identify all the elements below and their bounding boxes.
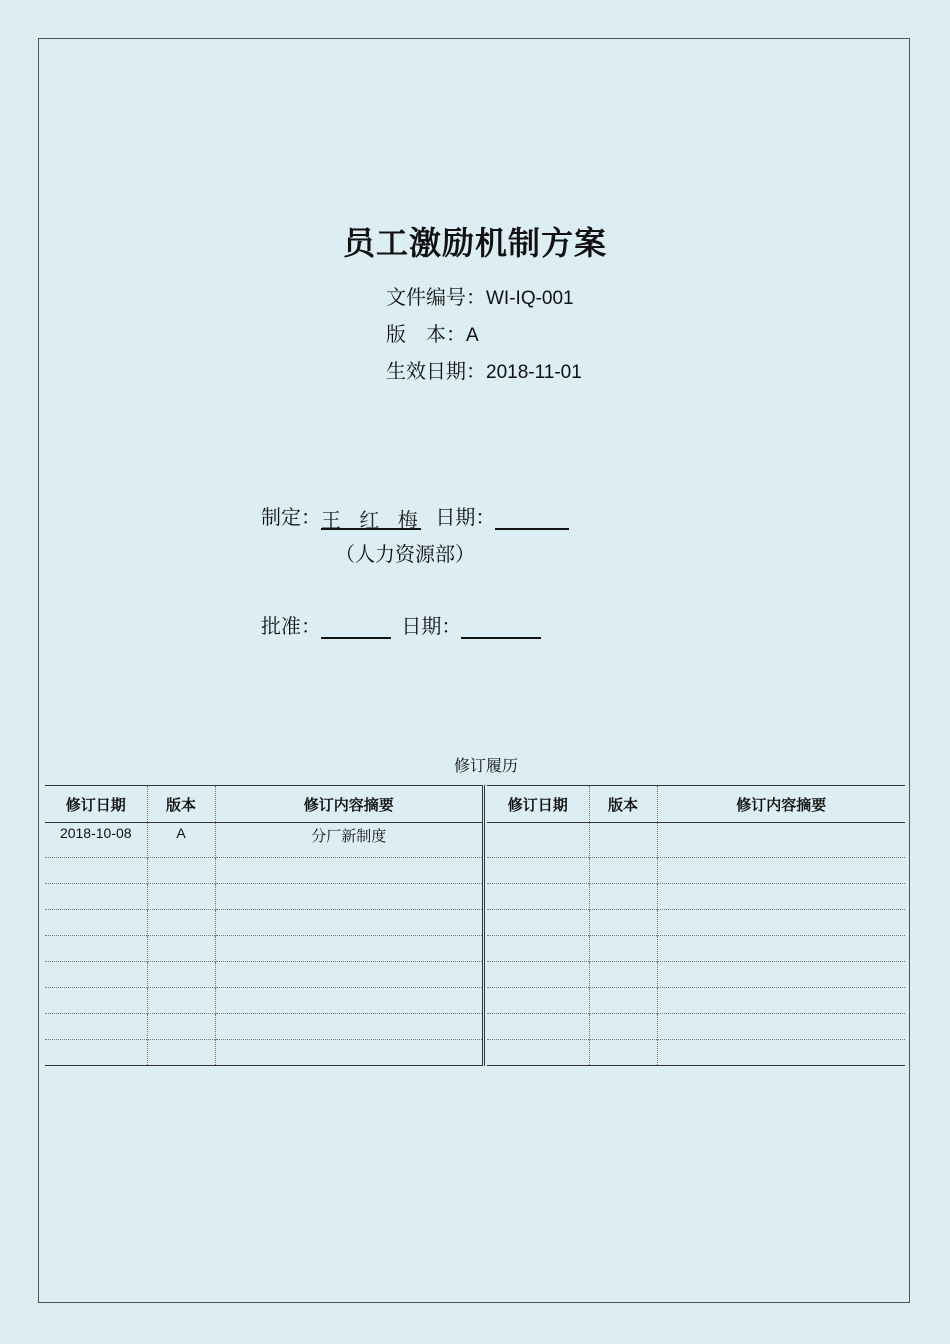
- table-row: [487, 823, 905, 858]
- table-row: [45, 936, 484, 962]
- revision-date-cell: [45, 988, 147, 1014]
- table-row: [45, 884, 484, 910]
- revision-date-cell: [45, 1014, 147, 1040]
- summary-cell: [215, 962, 484, 988]
- prepared-by-line: [261, 501, 569, 530]
- prepared-date-label: 日期：: [435, 505, 496, 529]
- revision-date-cell: [45, 1040, 147, 1066]
- approved-date-field[interactable]: [461, 613, 541, 639]
- revision-date-cell: 2018-10-08: [59, 825, 132, 841]
- version-cell: [589, 962, 657, 988]
- header-summary: 修订内容摘要: [215, 786, 484, 823]
- approved-date-label: 日期：: [401, 614, 462, 638]
- revision-table-right: [487, 785, 905, 1066]
- prepared-name: 王 红 梅: [321, 508, 424, 532]
- revision-table-left: [45, 785, 485, 1066]
- header-version: 版本: [147, 786, 215, 823]
- document-title: 员工激励机制方案: [342, 224, 607, 262]
- revision-date-cell: [487, 858, 589, 884]
- revision-date-cell: [487, 884, 589, 910]
- version-label: 版 本：: [386, 322, 466, 346]
- version-cell: [589, 910, 657, 936]
- revision-date-cell: [45, 858, 147, 884]
- summary-cell: [657, 1040, 905, 1066]
- prepared-signature-field[interactable]: [321, 504, 424, 532]
- summary-cell: [657, 823, 905, 858]
- table-row: [45, 823, 484, 858]
- header-revision-date: 修订日期: [45, 786, 147, 823]
- table-row: [487, 1040, 905, 1066]
- revision-date-cell: [487, 962, 589, 988]
- revision-header-row: [487, 786, 905, 823]
- table-row: [45, 988, 484, 1014]
- file-number-label: 文件编号：: [386, 285, 486, 309]
- summary-cell: [215, 936, 484, 962]
- summary-cell: [215, 1040, 484, 1066]
- revision-date-cell: [487, 988, 589, 1014]
- summary-cell: [657, 910, 905, 936]
- summary-cell: [657, 858, 905, 884]
- revision-date-cell: [487, 823, 589, 858]
- version-cell: [589, 823, 657, 858]
- header-version: 版本: [589, 786, 657, 823]
- table-row: [487, 962, 905, 988]
- revision-header-row: [45, 786, 484, 823]
- version-cell: [147, 1040, 215, 1066]
- summary-cell: [215, 858, 484, 884]
- version-cell: [147, 910, 215, 936]
- version-value: A: [466, 325, 479, 346]
- version-cell: [589, 1014, 657, 1040]
- summary-cell: [215, 910, 484, 936]
- file-number-value: WI-IQ-001: [486, 288, 574, 309]
- summary-cell: [657, 988, 905, 1014]
- table-row: [487, 858, 905, 884]
- summary-cell: [215, 988, 484, 1014]
- file-number-field: [386, 281, 574, 310]
- table-row: [487, 910, 905, 936]
- table-row: [487, 884, 905, 910]
- revision-date-cell: [487, 1014, 589, 1040]
- revision-date-cell: [45, 936, 147, 962]
- revision-date-cell: [45, 910, 147, 936]
- revision-history-caption: 修订履历: [453, 756, 518, 775]
- version-cell: A: [147, 823, 215, 858]
- approved-signature-field[interactable]: [321, 613, 391, 639]
- version-field: [386, 318, 479, 347]
- prepared-date-field[interactable]: [495, 504, 569, 530]
- effective-date-value: 2018-11-01: [486, 362, 582, 383]
- version-cell: [147, 858, 215, 884]
- table-row: [45, 1040, 484, 1066]
- version-cell: [147, 1014, 215, 1040]
- version-cell: [589, 858, 657, 884]
- revision-date-cell: [487, 910, 589, 936]
- summary-cell: [657, 884, 905, 910]
- table-row: [45, 858, 484, 884]
- version-cell: [147, 936, 215, 962]
- revision-date-cell: [487, 936, 589, 962]
- version-cell: [147, 884, 215, 910]
- table-row: [487, 1014, 905, 1040]
- revision-date-cell: [45, 962, 147, 988]
- table-row: [45, 910, 484, 936]
- table-row: [487, 988, 905, 1014]
- summary-cell: [215, 884, 484, 910]
- version-cell: [589, 988, 657, 1014]
- header-revision-date: 修订日期: [487, 786, 589, 823]
- table-row: [45, 962, 484, 988]
- effective-date-label: 生效日期：: [386, 359, 486, 383]
- summary-cell: [215, 1014, 484, 1040]
- effective-date-field: [386, 355, 582, 384]
- approved-by-line: [261, 610, 541, 639]
- version-cell: [589, 1040, 657, 1066]
- department-label: （人力资源部）: [335, 542, 475, 566]
- revision-date-cell: [45, 884, 147, 910]
- summary-cell: [657, 936, 905, 962]
- table-row: [487, 936, 905, 962]
- header-summary: 修订内容摘要: [657, 786, 905, 823]
- summary-cell: [657, 1014, 905, 1040]
- version-cell: [147, 962, 215, 988]
- revision-date-cell: [487, 1040, 589, 1066]
- version-cell: [147, 988, 215, 1014]
- approved-label: 批准：: [261, 614, 321, 638]
- version-cell: [589, 936, 657, 962]
- prepared-label: 制定：: [261, 505, 321, 529]
- table-row: [45, 1014, 484, 1040]
- summary-cell: [657, 962, 905, 988]
- version-cell: [589, 884, 657, 910]
- summary-cell: 分厂新制度: [215, 823, 484, 858]
